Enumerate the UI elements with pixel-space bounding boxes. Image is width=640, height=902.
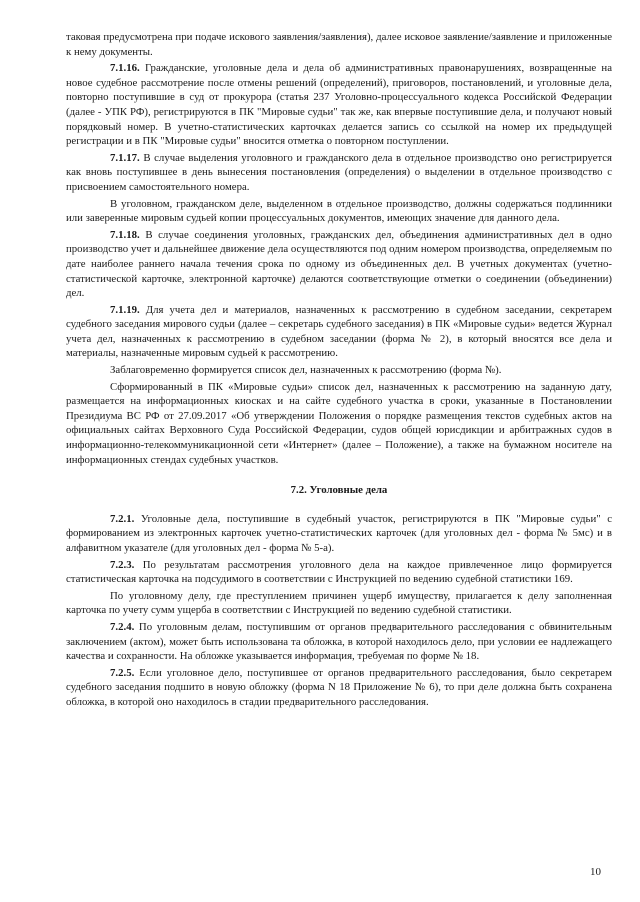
section-7-1-continuation [66, 30, 612, 467]
clause-number: 7.2.4. [110, 620, 135, 633]
paragraph [66, 380, 612, 468]
paragraph-text: Заблаговременно формируется список дел, назначенных к рассмотрению (форма №). [110, 364, 502, 377]
paragraph-text: По уголовным делам, поступившим от органов предварительного расследования с обвинительным заключением (актом), может быть использована та обложка, в которой находилось дело, при условии ее надлежащего качества и сохранности. На обложке указывается информация, требуемая по форме № 18. [66, 620, 612, 663]
paragraph [66, 363, 612, 378]
paragraph [66, 512, 612, 556]
clause-number: 7.1.16. [110, 62, 140, 75]
paragraph [66, 303, 612, 361]
paragraph-text: Если уголовное дело, поступившее от органов предварительного расследования, было секретарем судебного заседания подшито в новую обложку (форма N 18 Приложение № 6), то при деле должна быть сохранена обложка, в которой оно находилось в стадии предварительного расследования. [66, 666, 612, 708]
clause-number: 7.2.1. [110, 512, 135, 525]
paragraph-text: Уголовные дела, поступившие в судебный участок, регистрируются в ПК "Мировые судьи" с формированием из электронных карточек учетно-статистических карточек (для уголовных дел - форма № 5мс) и в алфавитном указателе (для уголовных дел - форма № 5-а). [66, 512, 612, 554]
paragraph-text: В случае соединения уголовных, гражданских дел, объединения административных дел в одно производство учет и дальнейшее движение дела осуществляются под одним номером производства, определяемым по дате наиболее раннего начала течения срока по одному из объединенных дел. В учетных документах (учетно-статистической карточке, электронной карточке) делаются соответствующие отметки о соединении (объединении) дел. [66, 228, 612, 300]
paragraph-text: В случае выделения уголовного и гражданского дела в отдельное производство оно регистрируется как вновь поступившее в день вынесения постановления (определения) о выделении в отдельное производство с присвоением самостоятельного номера. [66, 151, 612, 193]
paragraph-text: Гражданские, уголовные дела и дела об административных правонарушениях, возвращенные на новое судебное рассмотрение после отмены решений (определений), приговоров, постановлений, и уголовные дела, повторно поступившие в суд от прокурора (статья 237 Уголовно-процессуального кодекса Российской Федерации (далее - УПК РФ), регистрируются в ПК "Мировые судьи" так же, как впервые поступившие дела, и получают новый порядковый номер. В учетно-статистических карточках делается запись со ссылкой на номер их предыдущей регистрации и в ПК "Мировые судьи" вносится отметка о повторном поступлении. [66, 62, 612, 148]
paragraph [66, 558, 612, 587]
paragraph-text: В уголовном, гражданском деле, выделенном в отдельное производство, должны содержаться подлинники или заверенные мировым судьей копии процессуальных документов, имеющих значение для данного дела. [66, 197, 612, 225]
clause-number: 7.2.3. [110, 558, 135, 571]
clause-number: 7.1.17. [110, 151, 140, 164]
clause-number: 7.2.5. [110, 666, 135, 679]
paragraph [66, 197, 612, 226]
paragraph-text: таковая предусмотрена при подаче искового заявления/заявления), далее исковое заявление/заявление и приложенные к нему документы. [66, 31, 612, 58]
paragraph [66, 61, 612, 149]
paragraph [66, 620, 612, 664]
clause-number: 7.1.19. [110, 303, 140, 316]
paragraph [66, 151, 612, 195]
paragraph-text: Сформированный в ПК «Мировые судьи» список дел, назначенных к рассмотрению на заданную дату, размещается на информационных киосках и на сайте судебного участка в сроки, указанные в Постановлении Президиума ВС РФ от 27.09.2017 «Об утверждении Положения о порядке размещения текстов судебных актов на официальных сайтах Верховного Суда Российской Федерации, судов общей юрисдикции и арбитражных судов в информационно-телекоммуникационной сети «Интернет» (далее – Положение), а также на бумажном носителе на информационных стендах судебных участков. [66, 380, 612, 466]
paragraph [66, 228, 612, 301]
page-number: 10 [590, 866, 601, 878]
paragraph [66, 30, 612, 59]
document-page [66, 30, 612, 712]
paragraph [66, 666, 612, 710]
paragraph-text: По результатам рассмотрения уголовного дела на каждое привлеченное лицо формируется статистическая карточка на подсудимого в соответствии с Инструкцией по ведению судебной статистики 169. [66, 558, 612, 586]
clause-number: 7.1.18. [110, 228, 140, 241]
paragraph-text: По уголовному делу, где преступлением причинен ущерб имуществу, прилагается к делу заполненная карточка по учету сумм ущерба в соответствии с Инструкцией по ведению судебной статистики. [66, 589, 612, 617]
section-heading: 7.2. Уголовные дела [290, 484, 388, 497]
section-7-2-criminal-cases [66, 512, 612, 710]
paragraph-text: Для учета дел и материалов, назначенных к рассмотрению в судебном заседании, секретарем судебного заседания мирового судьи (далее – секретарь судебного заседания) в ПК «Мировые судьи» ведется Журнал учета дел, назначенных к рассмотрению в судебном заседании (форма № 2), в который вносятся все дела и материалы, назначенные мировым судьей к рассмотрению. [66, 303, 612, 360]
paragraph [66, 589, 612, 618]
